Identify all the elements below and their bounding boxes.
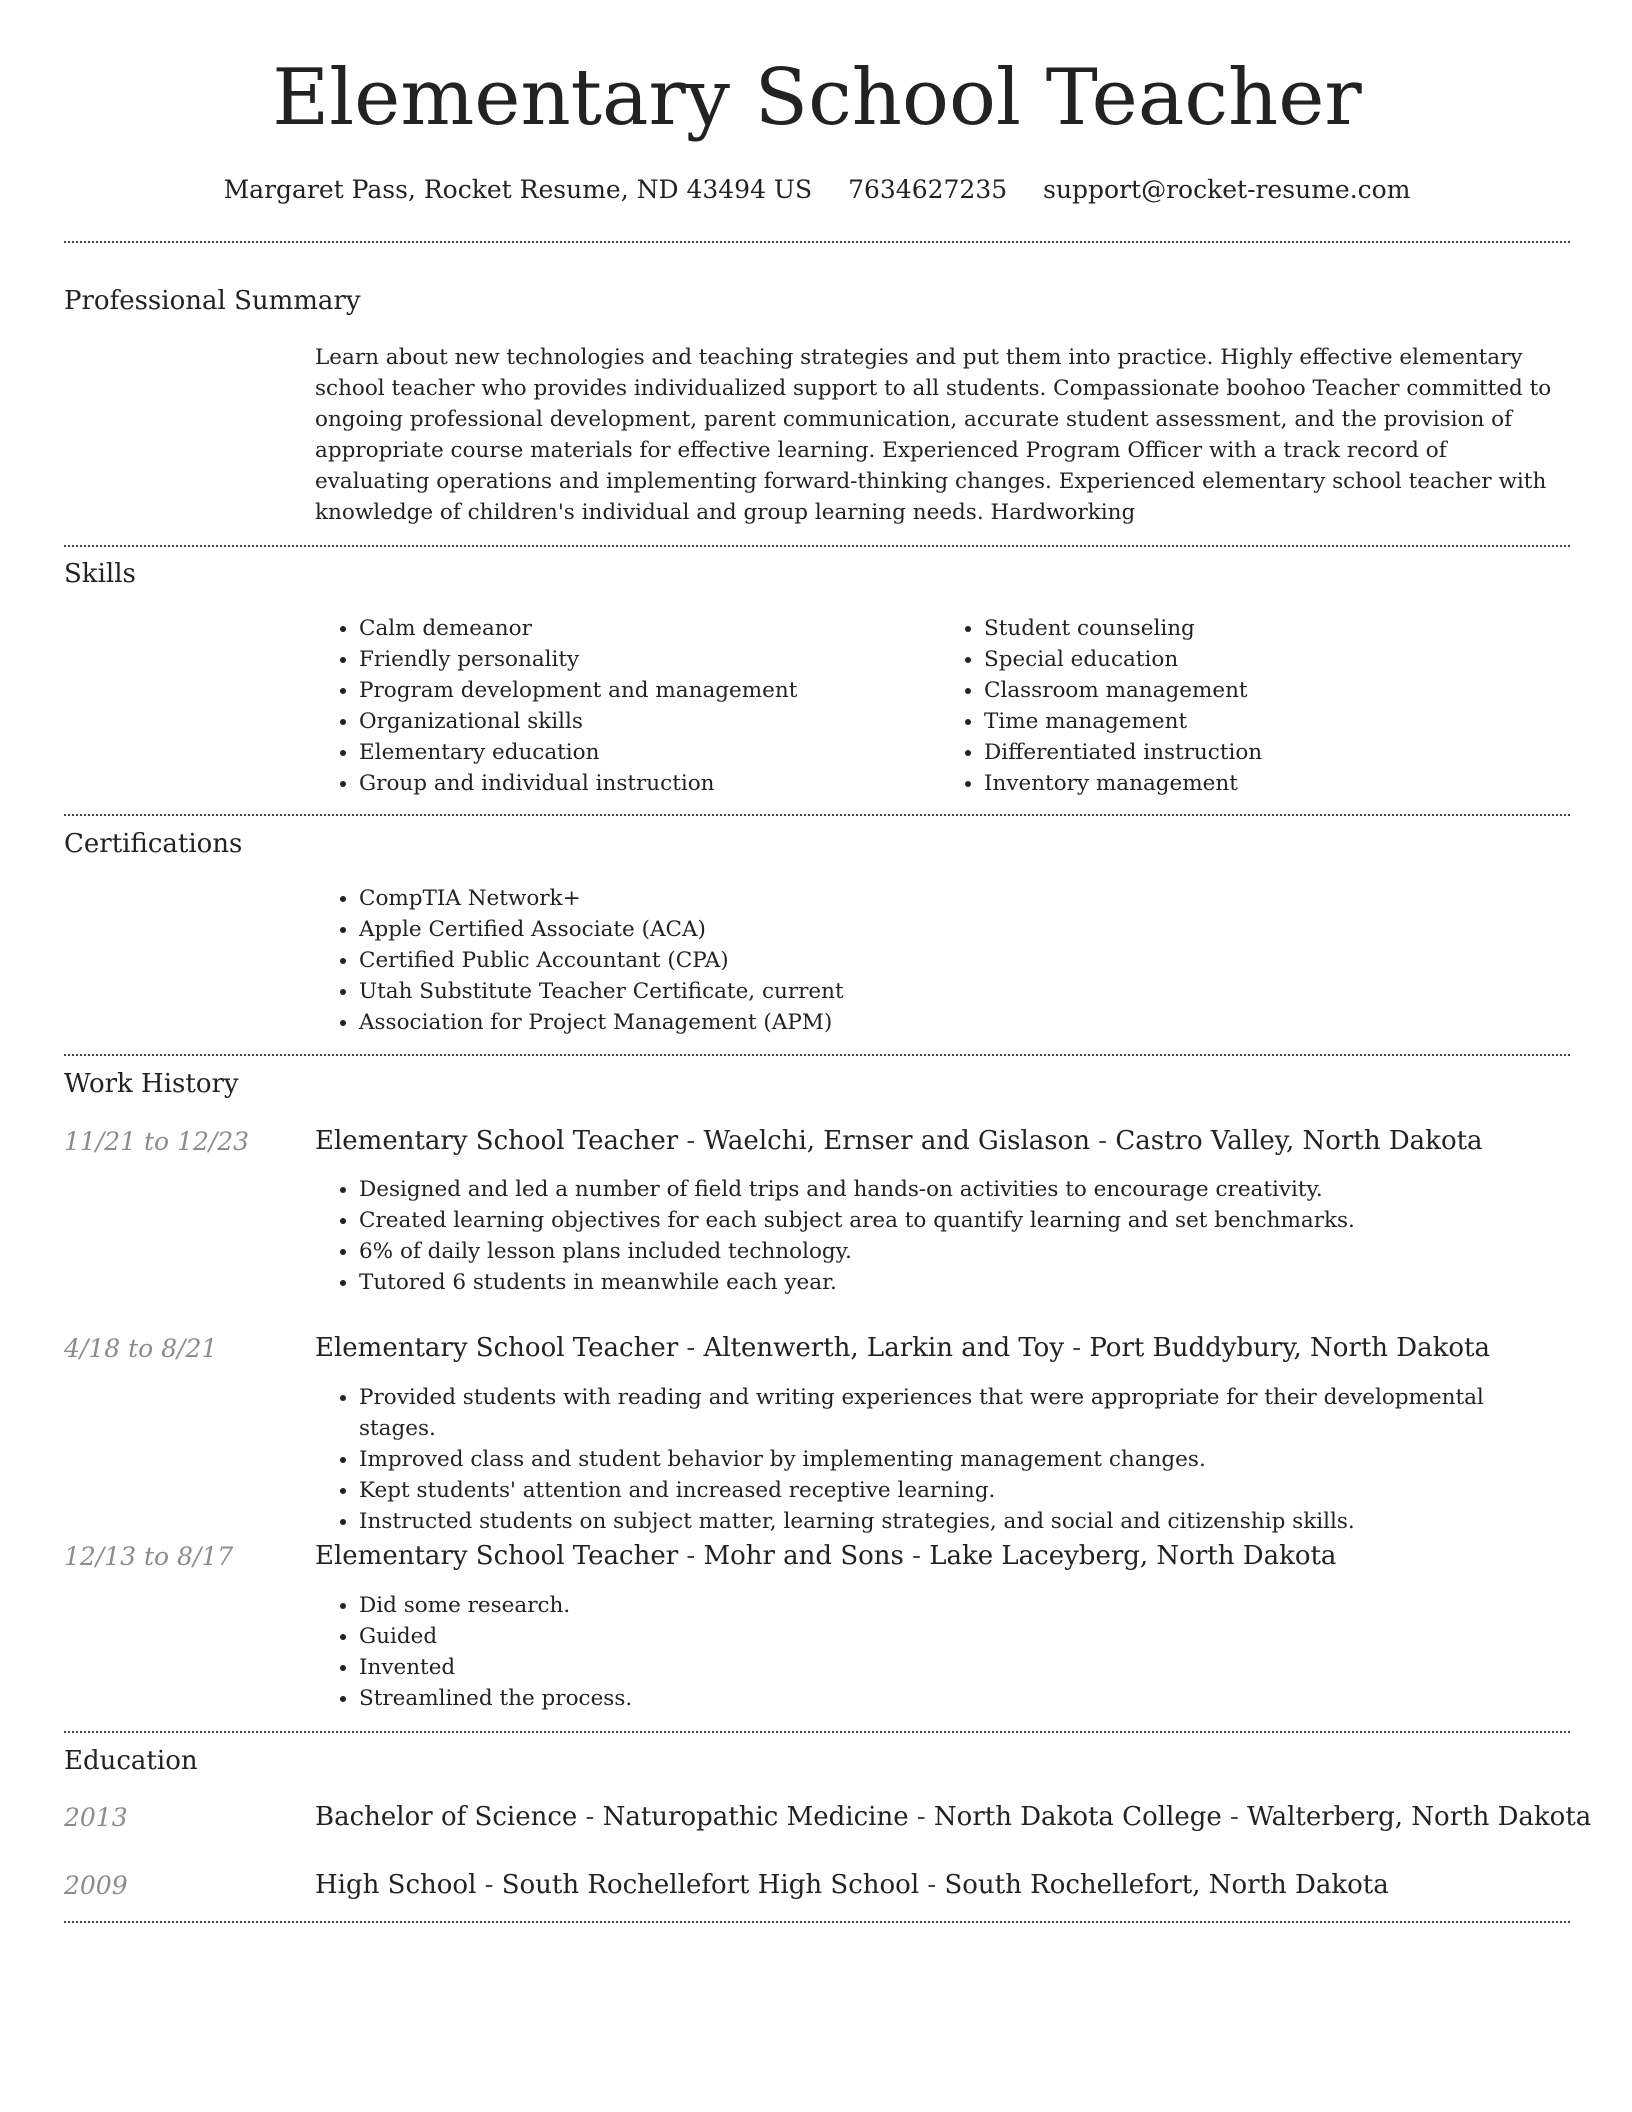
skills-list-right — [940, 613, 1565, 799]
list-item: • Kept students' attention and increased receptive learning. — [359, 1475, 1565, 1506]
resume-title: Elementary School Teacher — [272, 53, 1362, 143]
list-item: • Streamlined the process. — [359, 1683, 1565, 1714]
list-item: • Friendly personality — [359, 644, 940, 675]
education-location: South Rochellefort, North Dakota — [944, 1870, 1389, 1900]
skills-list-left — [315, 613, 940, 799]
divider — [64, 241, 1570, 243]
list-item: • Program development and management — [359, 675, 940, 706]
section-title-certifications: Certifications — [64, 829, 243, 859]
list-item: • Did some research. — [359, 1590, 1565, 1621]
job-company: Waelchi, Ernser and Gislason — [703, 1126, 1091, 1156]
contact-email[interactable]: support@rocket-resume.com — [1043, 175, 1411, 204]
contact-address: Margaret Pass, Rocket Resume, ND 43494 US — [223, 175, 813, 204]
contact-phone: 7634627235 — [848, 175, 1008, 204]
job-role: Elementary School Teacher — [315, 1541, 679, 1571]
separator: - — [908, 1802, 934, 1832]
separator: - — [919, 1870, 945, 1900]
list-item: • Association for Project Management (APM) — [359, 1007, 1565, 1038]
list-item: • Inventory management — [984, 768, 1565, 799]
job-date: 12/13 to 8/17 — [64, 1542, 234, 1571]
list-item: • Student counseling — [984, 613, 1565, 644]
job-location: Port Buddybury, North Dakota — [1089, 1333, 1490, 1363]
separator: - — [678, 1126, 704, 1156]
job-bullets — [315, 1382, 1565, 1537]
job-role: Elementary School Teacher — [315, 1126, 679, 1156]
section-title-summary: Professional Summary — [64, 286, 361, 316]
job-date: 11/21 to 12/23 — [64, 1127, 250, 1156]
list-item: • Classroom management — [984, 675, 1565, 706]
list-item: • Improved class and student behavior by implementing management changes. — [359, 1444, 1565, 1475]
divider — [64, 814, 1570, 816]
education-school: South Rochellefort High School — [501, 1870, 920, 1900]
certifications-block — [315, 883, 1565, 1038]
divider — [64, 1921, 1570, 1923]
list-item: • Organizational skills — [359, 706, 940, 737]
separator: - — [1064, 1333, 1090, 1363]
summary-text: Learn about new technologies and teaching strategies and put them into practice. Highly effective elementary school teacher who provides individualized support to all students. Compassionate boohoo Teacher committed to ongoing professional development, parent communication, accurate student assessment, and the provision of appropriate course materials for effective learning. Experienced Program Officer with a track record of evaluating operations and implementing forward-thinking changes. Experienced elementary school teacher with knowledge of children's individual and group learning needs. Hardworking — [315, 345, 1552, 525]
list-item: • Invented — [359, 1652, 1565, 1683]
list-item: • Tutored 6 students in meanwhile each year. — [359, 1267, 1565, 1298]
job-bullets — [315, 1174, 1565, 1298]
divider — [64, 545, 1570, 547]
list-item: • Time management — [984, 706, 1565, 737]
list-item: • Instructed students on subject matter, learning strategies, and social and citizenship skills. — [359, 1506, 1565, 1537]
section-title-work: Work History — [64, 1069, 239, 1099]
education-date: 2009 — [64, 1871, 128, 1900]
education-entry — [315, 1867, 1565, 1903]
section-title-education: Education — [64, 1746, 198, 1776]
job-heading — [315, 1330, 1565, 1366]
list-item: • Designed and led a number of field trips and hands-on activities to encourage creativity. — [359, 1174, 1565, 1205]
list-item: • Guided — [359, 1621, 1565, 1652]
job-date: 4/18 to 8/21 — [64, 1334, 218, 1363]
certifications-list — [315, 883, 1565, 1038]
list-item: • Utah Substitute Teacher Certificate, current — [359, 976, 1565, 1007]
separator: - — [903, 1541, 930, 1571]
list-item: • Group and individual instruction — [359, 768, 940, 799]
contact-line — [64, 170, 1570, 210]
job-heading — [315, 1538, 1565, 1574]
list-item: • Created learning objectives for each subject area to quantify learning and set benchmarks. — [359, 1205, 1565, 1236]
job-company: Mohr and Sons — [703, 1541, 904, 1571]
list-item: • 6% of daily lesson plans included technology. — [359, 1236, 1565, 1267]
job-role: Elementary School Teacher — [315, 1333, 679, 1363]
separator: - — [678, 1333, 704, 1363]
list-item: • Elementary education — [359, 737, 940, 768]
education-date: 2013 — [64, 1803, 128, 1832]
summary-block — [315, 342, 1565, 528]
job-company: Altenwerth, Larkin and Toy — [703, 1333, 1065, 1363]
separator: - — [678, 1541, 704, 1571]
divider — [64, 1054, 1570, 1056]
separator: - — [577, 1802, 603, 1832]
job-location: Castro Valley, North Dakota — [1115, 1126, 1483, 1156]
skills-grid — [315, 613, 1565, 799]
list-item: • Differentiated instruction — [984, 737, 1565, 768]
education-degree: High School — [315, 1870, 477, 1900]
separator: - — [1221, 1802, 1248, 1832]
education-entry — [315, 1799, 1592, 1835]
list-item: • CompTIA Network+ — [359, 883, 1565, 914]
separator: - — [1090, 1126, 1116, 1156]
job-heading — [315, 1123, 1565, 1159]
education-location: Walterberg, North Dakota — [1247, 1802, 1592, 1832]
separator: - — [476, 1870, 502, 1900]
education-school: North Dakota College — [933, 1802, 1222, 1832]
divider — [64, 1731, 1570, 1733]
list-item: • Certified Public Accountant (CPA) — [359, 945, 1565, 976]
list-item: • Apple Certified Associate (ACA) — [359, 914, 1565, 945]
job-bullets — [315, 1590, 1565, 1714]
list-item: • Provided students with reading and writing experiences that were appropriate for their developmental stages. — [359, 1382, 1565, 1444]
job-location: Lake Laceyberg, North Dakota — [929, 1541, 1337, 1571]
list-item: • Calm demeanor — [359, 613, 940, 644]
education-degree: Bachelor of Science — [315, 1802, 578, 1832]
education-field: Naturopathic Medicine — [602, 1802, 909, 1832]
list-item: • Special education — [984, 644, 1565, 675]
section-title-skills: Skills — [64, 559, 136, 589]
